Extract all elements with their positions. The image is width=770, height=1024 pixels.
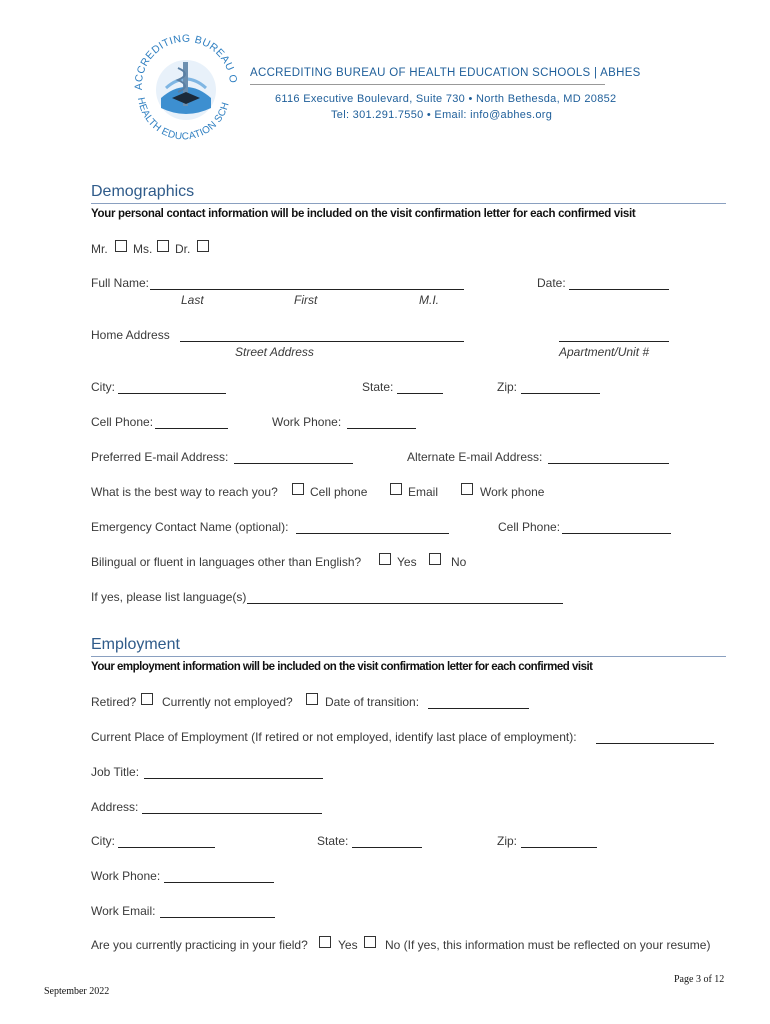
emp-city-field[interactable] [118,847,215,848]
mi-caption: M.I. [419,293,439,307]
section-title-employment: Employment [91,636,180,653]
work-phone-label: Work Phone: [272,415,342,429]
mr-label: Mr. [91,242,108,256]
ms-checkbox[interactable] [157,240,169,252]
bilingual-no-checkbox[interactable] [429,553,441,565]
emp-state-field[interactable] [352,847,422,848]
zip-label: Zip: [497,380,518,394]
practicing-yes-label: Yes [338,938,358,952]
emergency-cell-label: Cell Phone: [498,520,561,534]
date-label: Date: [537,276,566,290]
emp-work-phone-label: Work Phone: [91,869,161,883]
org-contact: Tel: 301.291.7550 • Email: info@abhes.org [331,109,553,121]
apt-caption: Apartment/Unit # [559,345,650,359]
home-address-label: Home Address [91,328,170,342]
emp-work-email-field[interactable] [160,917,275,918]
bilingual-yes-label: Yes [397,555,417,569]
alternate-email-label: Alternate E-mail Address: [407,450,543,464]
abhes-logo [128,28,240,140]
emergency-contact-field[interactable] [296,533,449,534]
svg-text:ACCREDITING BUREAU OF: ACCREDITING BUREAU O [132,32,240,91]
org-address: 6116 Executive Boulevard, Suite 730 • North Bethesda, MD 20852 [275,93,617,105]
not-employed-label: Currently not employed? [162,695,293,709]
section-title-demographics: Demographics [91,183,195,200]
street-address-field[interactable] [180,341,464,342]
cell-phone-field[interactable] [155,428,228,429]
languages-field[interactable] [247,603,563,604]
transition-label: Date of transition: [325,695,420,709]
reach-email-checkbox[interactable] [390,483,402,495]
city-field[interactable] [118,393,226,394]
apt-field[interactable] [559,341,669,342]
practicing-no-checkbox[interactable] [364,936,376,948]
retired-label: Retired? [91,695,137,709]
street-caption: Street Address [235,345,314,359]
section-rule [91,203,726,204]
full-name-label: Full Name: [91,276,150,290]
languages-label: If yes, please list language(s) [91,590,247,604]
ms-label: Ms. [133,242,153,256]
job-title-label: Job Title: [91,765,140,779]
transition-date-field[interactable] [428,708,529,709]
first-caption: First [294,293,318,307]
footer-date: September 2022 [44,986,110,997]
mr-checkbox[interactable] [115,240,127,252]
zip-field[interactable] [521,393,600,394]
reach-work-checkbox[interactable] [461,483,473,495]
cell-phone-label: Cell Phone: [91,415,154,429]
svg-text:HEALTH EDUCATION SCHOOLS: HEALTH EDUCATION SCH [134,96,232,140]
retired-checkbox[interactable] [141,693,153,705]
state-field[interactable] [397,393,443,394]
not-employed-checkbox[interactable] [306,693,318,705]
preferred-email-label: Preferred E-mail Address: [91,450,229,464]
practicing-no-label: No (If yes, this information must be reflected on your resume) [385,938,711,952]
reach-cell-label: Cell phone [310,485,368,499]
address-label: Address: [91,800,139,814]
reach-email-label: Email [408,485,439,499]
city-label: City: [91,380,115,394]
emp-city-label: City: [91,834,115,848]
state-label: State: [362,380,394,394]
alternate-email-field[interactable] [548,463,669,464]
full-name-field[interactable] [150,289,464,290]
work-phone-field[interactable] [347,428,416,429]
emp-state-label: State: [317,834,349,848]
bilingual-yes-checkbox[interactable] [379,553,391,565]
emp-zip-label: Zip: [497,834,518,848]
job-title-field[interactable] [144,778,323,779]
practicing-yes-checkbox[interactable] [319,936,331,948]
emp-zip-field[interactable] [521,847,597,848]
emp-work-phone-field[interactable] [164,882,274,883]
reach-question: What is the best way to reach you? [91,485,278,499]
header-rule [250,84,605,85]
emp-work-email-label: Work Email: [91,904,156,918]
dr-checkbox[interactable] [197,240,209,252]
practicing-question: Are you currently practicing in your field? [91,938,308,952]
current-employment-field[interactable] [596,743,714,744]
page-number: Page 3 of 12 [674,974,725,985]
last-caption: Last [181,293,204,307]
reach-cell-checkbox[interactable] [292,483,304,495]
dr-label: Dr. [175,242,191,256]
emergency-cell-field[interactable] [562,533,671,534]
emergency-contact-label: Emergency Contact Name (optional): [91,520,289,534]
bilingual-no-label: No [451,555,467,569]
current-employment-label: Current Place of Employment (If retired or not employed, identify last place of employment): [91,730,577,744]
reach-work-label: Work phone [480,485,545,499]
section-subtitle: Your employment information will be included on the visit confirmation letter for each confirmed visit [91,661,593,673]
address-field[interactable] [142,813,322,814]
bilingual-question: Bilingual or fluent in languages other than English? [91,555,362,569]
section-subtitle: Your personal contact information will be included on the visit confirmation letter for each confirmed visit [91,208,636,220]
preferred-email-field[interactable] [234,463,353,464]
section-rule [91,656,726,657]
org-name: ACCREDITING BUREAU OF HEALTH EDUCATION SCHOOLS | ABHES [250,67,641,79]
date-field[interactable] [569,289,669,290]
